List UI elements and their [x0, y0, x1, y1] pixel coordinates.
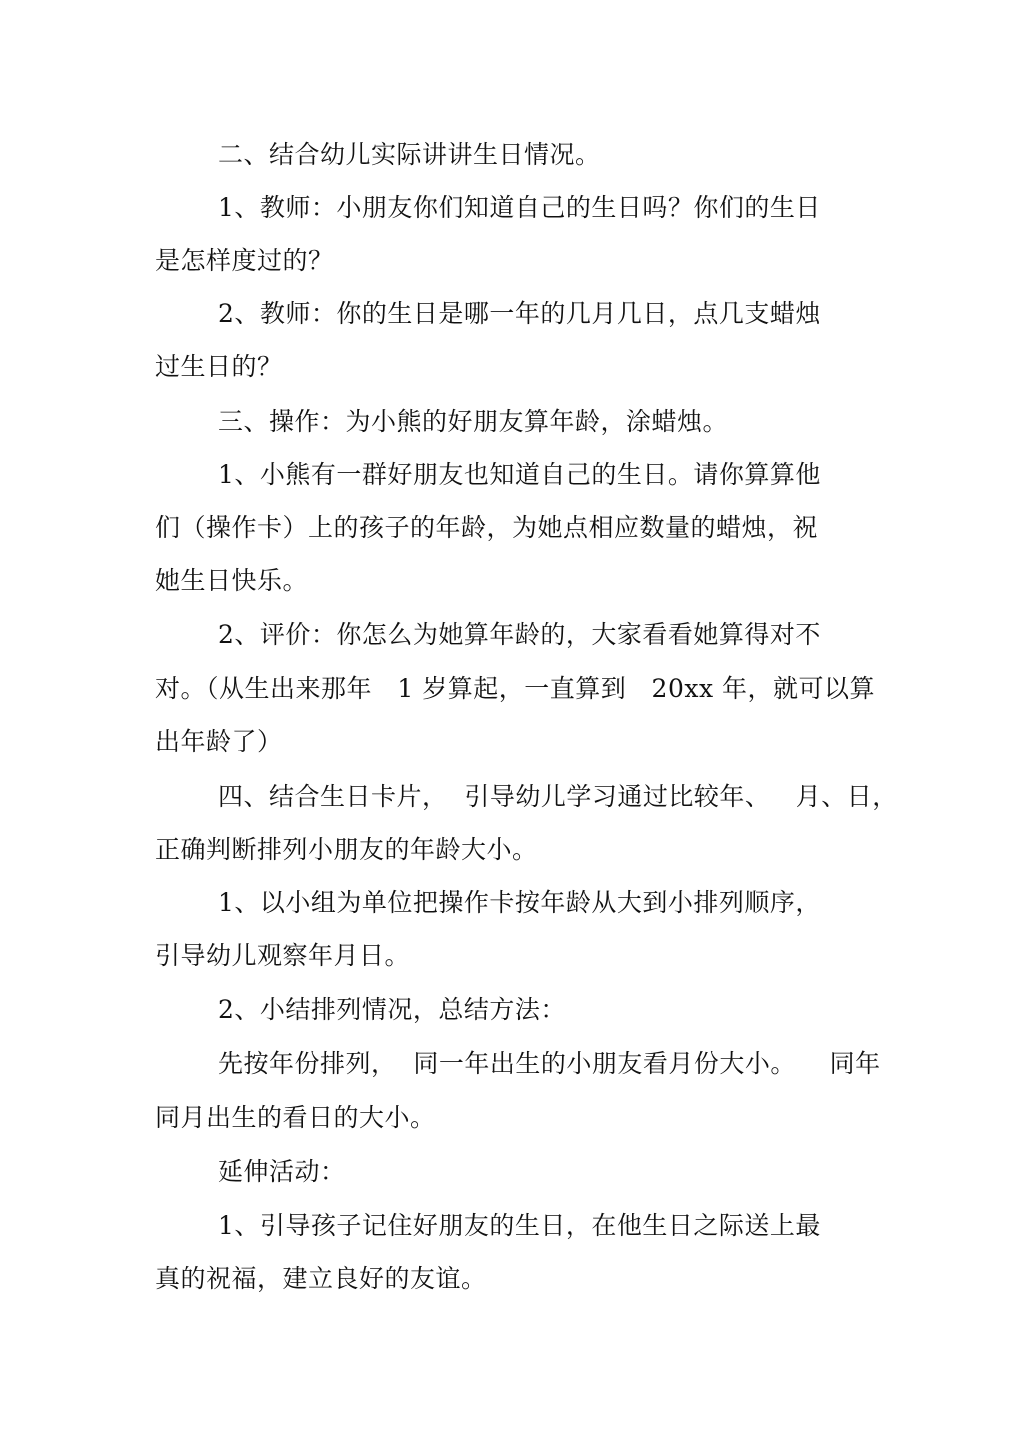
section-heading-4: 四、结合生日卡片， 引导幼儿学习通过比较年、 月、日， [218, 782, 898, 811]
paragraph-line: 对。（从生出来那年 1 岁算起，一直算到 20xx 年，就可以算 [155, 674, 875, 703]
paragraph-line: 先按年份排列， 同一年出生的小朋友看月份大小。 同年 [218, 1049, 881, 1078]
section-heading-2: 二、结合幼儿实际讲讲生日情况。 [218, 140, 601, 169]
paragraph-line: 引导幼儿观察年月日。 [155, 941, 411, 970]
section-heading-3: 三、操作：为小熊的好朋友算年龄，涂蜡烛。 [218, 407, 729, 436]
paragraph-line: 2、小结排列情况，总结方法： [218, 995, 566, 1024]
paragraph-line: 是怎样度过的？ [155, 246, 334, 275]
paragraph-line: 1、引导孩子记住好朋友的生日，在他生日之际送上最 [218, 1211, 821, 1240]
paragraph-line: 同月出生的看日的大小。 [155, 1103, 436, 1132]
paragraph-line: 2、教师：你的生日是哪一年的几月几日，点几支蜡烛 [218, 299, 821, 328]
paragraph-line: 过生日的？ [155, 352, 283, 381]
paragraph-line: 出年龄了） [155, 727, 283, 756]
paragraph-line: 1、小熊有一群好朋友也知道自己的生日。请你算算他 [218, 460, 821, 489]
paragraph-line: 真的祝福，建立良好的友谊。 [155, 1264, 487, 1293]
paragraph-line: 1、以小组为单位把操作卡按年龄从大到小排列顺序， [218, 888, 821, 917]
paragraph-line: 她生日快乐。 [155, 566, 309, 595]
paragraph-line: 们（操作卡）上的孩子的年龄，为她点相应数量的蜡烛，祝 [155, 513, 819, 542]
section-heading-extension: 延伸活动： [218, 1157, 346, 1186]
paragraph-line: 1、教师：小朋友你们知道自己的生日吗？你们的生日 [218, 193, 821, 222]
paragraph-line: 正确判断排列小朋友的年龄大小。 [155, 835, 538, 864]
paragraph-line: 2、评价：你怎么为她算年龄的，大家看看她算得对不 [218, 620, 821, 649]
